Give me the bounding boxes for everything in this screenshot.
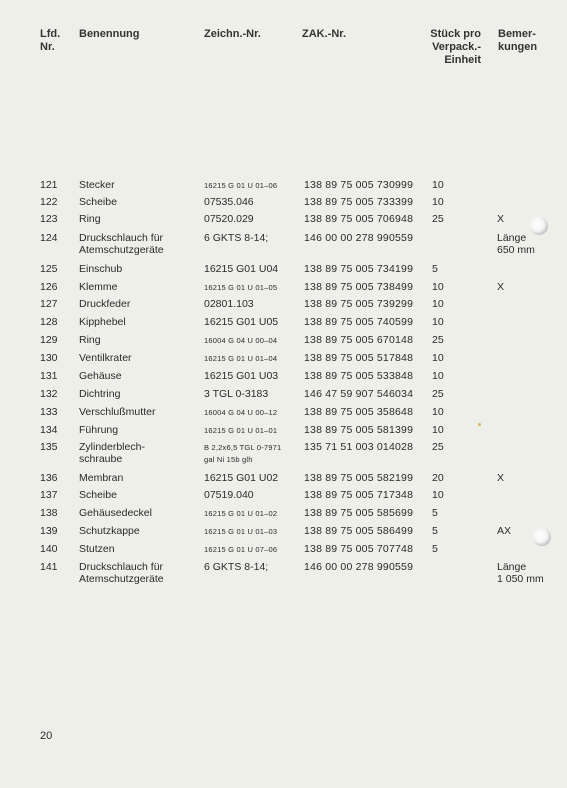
row-number: 141 (40, 561, 58, 573)
remark: AX (497, 525, 512, 537)
pieces-per-pack: 10 (432, 352, 444, 364)
drawing-number: 16004 G 04 U 00–12 (204, 408, 278, 417)
part-name: Einschub (79, 263, 123, 275)
paper-speck (478, 423, 481, 426)
zak-number: 138 89 75 005 670148 (304, 334, 414, 346)
zak-number: 138 89 75 005 738499 (304, 281, 414, 293)
part-name: Ring (79, 213, 101, 225)
zak-number: 146 47 59 907 546034 (304, 388, 414, 400)
zak-number: 138 89 75 005 734199 (304, 263, 414, 275)
pieces-per-pack: 10 (432, 298, 444, 310)
remark: X (497, 213, 505, 225)
part-name: Membran (79, 472, 124, 484)
header-lfd-nr: Lfd. Nr. (40, 28, 61, 53)
drawing-number: 16004 G 04 U 00–04 (204, 336, 278, 345)
part-name: Scheibe (79, 489, 117, 501)
zak-number: 138 89 75 005 733399 (304, 196, 414, 208)
pieces-per-pack: 10 (432, 196, 444, 208)
pieces-per-pack: 25 (432, 213, 444, 225)
part-name: Kipphebel (79, 316, 126, 328)
zak-number: 138 89 75 005 706948 (304, 213, 414, 225)
row-number: 134 (40, 424, 58, 436)
drawing-number: 02801.103 (204, 298, 254, 310)
part-name: Druckfeder (79, 298, 131, 310)
header-bemerkungen: Bemer- kungen (498, 28, 538, 53)
remark: X (497, 281, 505, 293)
row-number: 132 (40, 388, 58, 400)
header-benennung: Benennung (79, 28, 140, 40)
part-name: Druckschlauch für Atemschutzgeräte (79, 232, 164, 256)
zak-number: 138 89 75 005 585699 (304, 507, 414, 519)
part-name: Klemme (79, 281, 118, 293)
pieces-per-pack: 10 (432, 406, 444, 418)
pieces-per-pack: 25 (432, 334, 444, 346)
zak-number: 138 89 75 005 740599 (304, 316, 414, 328)
row-number: 139 (40, 525, 58, 537)
row-number: 121 (40, 179, 58, 191)
zak-number: 138 89 75 005 533848 (304, 370, 414, 382)
pieces-per-pack: 5 (432, 507, 438, 519)
header-stueck-pro-einheit: Stück pro Verpack.- Einheit (430, 28, 481, 66)
row-number: 124 (40, 232, 58, 244)
pieces-per-pack: 10 (432, 424, 444, 436)
drawing-number: B 2,2x6,5 TGL 0-7971 gal Ni 15b glh (204, 443, 282, 464)
zak-number: 138 89 75 005 582199 (304, 472, 414, 484)
drawing-number: 07519.040 (204, 489, 254, 501)
pieces-per-pack: 10 (432, 281, 444, 293)
zak-number: 146 00 00 278 990559 (304, 561, 414, 573)
part-name: Gehäusedeckel (79, 507, 152, 519)
row-number: 137 (40, 489, 58, 501)
drawing-number: 07520.029 (204, 213, 254, 225)
zak-number: 138 89 75 005 517848 (304, 352, 414, 364)
row-number: 130 (40, 352, 58, 364)
pieces-per-pack: 20 (432, 472, 444, 484)
drawing-number: 16215 G 01 U 01–02 (204, 509, 278, 518)
remark: Länge 1 050 mm (497, 561, 544, 585)
pieces-per-pack: 25 (432, 441, 444, 453)
part-name: Gehäuse (79, 370, 122, 382)
drawing-number: 6 GKTS 8-14; (204, 232, 269, 244)
header-zak-nr: ZAK.-Nr. (302, 28, 346, 40)
part-name: Stecker (79, 179, 115, 191)
part-name: Stutzen (79, 543, 115, 555)
zak-number: 138 89 75 005 730999 (304, 179, 414, 191)
drawing-number: 3 TGL 0-3183 (204, 388, 269, 400)
row-number: 128 (40, 316, 58, 328)
drawing-number: 07535.046 (204, 196, 254, 208)
pieces-per-pack: 5 (432, 525, 438, 537)
pieces-per-pack: 10 (432, 489, 444, 501)
part-name: Führung (79, 424, 119, 436)
part-name: Verschlußmutter (79, 406, 156, 418)
part-name: Dichtring (79, 388, 121, 400)
header-zeichn-nr: Zeichn.-Nr. (204, 28, 261, 40)
part-name: Scheibe (79, 196, 117, 208)
zak-number: 138 89 75 005 707748 (304, 543, 414, 555)
drawing-number: 16215 G 01 U 01–06 (204, 181, 278, 190)
part-name: Ring (79, 334, 101, 346)
drawing-number: 16215 G 01 U 01–03 (204, 527, 278, 536)
row-number: 122 (40, 196, 58, 208)
row-number: 133 (40, 406, 58, 418)
drawing-number: 6 GKTS 8-14; (204, 561, 269, 573)
part-name: Druckschlauch für Atemschutzgeräte (79, 561, 164, 585)
punch-hole-icon (533, 528, 551, 546)
remark: X (497, 472, 505, 484)
zak-number: 138 89 75 005 739299 (304, 298, 414, 310)
pieces-per-pack: 5 (432, 263, 438, 275)
row-number: 140 (40, 543, 58, 555)
zak-number: 138 89 75 005 581399 (304, 424, 414, 436)
row-number: 126 (40, 281, 58, 293)
drawing-number: 16215 G01 U03 (204, 370, 279, 382)
page-number: 20 (40, 730, 53, 742)
zak-number: 138 89 75 005 586499 (304, 525, 414, 537)
remark: Länge 650 mm (497, 232, 535, 256)
drawing-number: 16215 G 01 U 01–01 (204, 426, 278, 435)
pieces-per-pack: 5 (432, 543, 438, 555)
row-number: 125 (40, 263, 58, 275)
drawing-number: 16215 G 01 U 07–06 (204, 545, 278, 554)
zak-number: 146 00 00 278 990559 (304, 232, 414, 244)
drawing-number: 16215 G 01 U 01–05 (204, 283, 278, 292)
drawing-number: 16215 G01 U05 (204, 316, 279, 328)
pieces-per-pack: 25 (432, 388, 444, 400)
part-name: Schutzkappe (79, 525, 140, 537)
row-number: 135 (40, 441, 58, 453)
row-number: 136 (40, 472, 58, 484)
pieces-per-pack: 10 (432, 179, 444, 191)
row-number: 127 (40, 298, 58, 310)
zak-number: 138 89 75 005 358648 (304, 406, 414, 418)
zak-number: 138 89 75 005 717348 (304, 489, 414, 501)
part-name: Ventilkrater (79, 352, 132, 364)
punch-hole-icon (530, 217, 548, 235)
part-name: Zylinderblech- schraube (79, 441, 145, 465)
zak-number: 135 71 51 003 014028 (304, 441, 414, 453)
row-number: 138 (40, 507, 58, 519)
row-number: 129 (40, 334, 58, 346)
row-number: 123 (40, 213, 58, 225)
pieces-per-pack: 10 (432, 316, 444, 328)
drawing-number: 16215 G 01 U 01–04 (204, 354, 278, 363)
row-number: 131 (40, 370, 58, 382)
drawing-number: 16215 G01 U04 (204, 263, 279, 275)
pieces-per-pack: 10 (432, 370, 444, 382)
drawing-number: 16215 G01 U02 (204, 472, 279, 484)
